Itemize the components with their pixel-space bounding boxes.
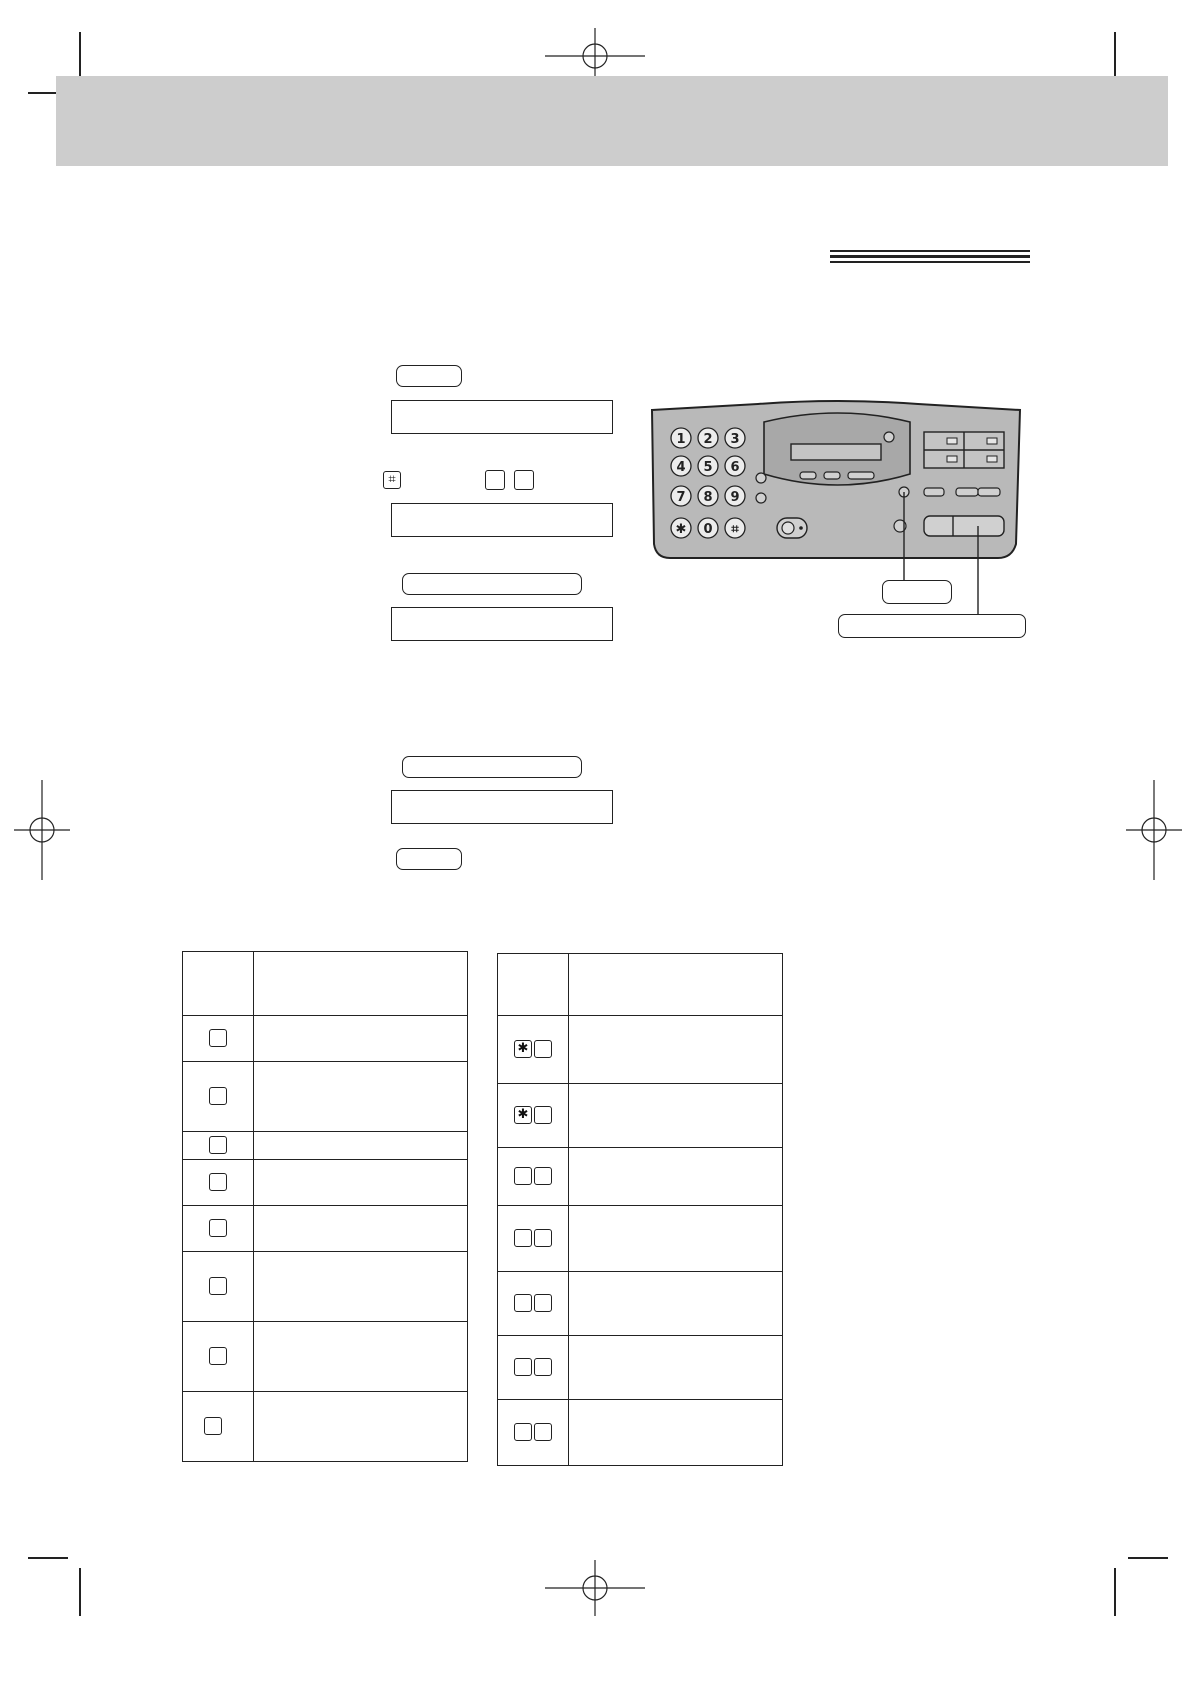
digit-key-icon [204, 1417, 222, 1435]
digit-key-icon [534, 1294, 552, 1312]
keypad-key: 2 [703, 432, 713, 447]
header-description-cell [569, 954, 783, 1016]
digit-key-icon [514, 1167, 532, 1185]
digit-key-icon [534, 1106, 552, 1124]
table-row [183, 1392, 468, 1462]
table-row [498, 1084, 783, 1148]
row-description [254, 1132, 468, 1160]
keypad-key: 3 [730, 432, 740, 447]
table-row [498, 1272, 783, 1336]
row-description [254, 1016, 468, 1062]
digit-key-icon [534, 1040, 552, 1058]
digit-key-icon [209, 1029, 227, 1047]
row-description [254, 1062, 468, 1132]
table-row [183, 1062, 468, 1132]
header-key-cell [498, 954, 569, 1016]
digit-key-icon [514, 1294, 532, 1312]
row-description [569, 1148, 783, 1206]
table-row [498, 1400, 783, 1466]
table-row [498, 1336, 783, 1400]
lcd-display-step-4 [391, 790, 613, 824]
row-description [254, 1160, 468, 1206]
keypad-key: ✱ [675, 522, 687, 537]
row-description [569, 1336, 783, 1400]
registration-mark-left [14, 780, 70, 880]
keypad-key: ⌗ [731, 522, 739, 537]
keypad-key: 7 [676, 490, 686, 505]
lcd-display-step-2 [391, 503, 613, 537]
digit-key-icon [514, 1423, 532, 1441]
table-row [498, 1016, 783, 1084]
keypad-key: 1 [676, 432, 686, 447]
digit-key-icon [514, 470, 534, 490]
header-description-cell [254, 952, 468, 1016]
star-key-icon: ✱ [514, 1106, 532, 1124]
row-description [569, 1272, 783, 1336]
callout-wide-button-label [838, 614, 1026, 638]
feature-code-table-right [497, 953, 783, 1466]
table-row [498, 1148, 783, 1206]
keypad-key: 5 [703, 460, 713, 475]
digit-key-icon [534, 1423, 552, 1441]
table-row [183, 1206, 468, 1252]
button-graphic-step-1 [396, 365, 462, 387]
table-row [183, 1252, 468, 1322]
fax-control-panel-illustration [648, 400, 1024, 640]
lcd-display-step-3 [391, 607, 613, 641]
header-band [56, 76, 1168, 166]
lcd-display-step-1 [391, 400, 613, 434]
table-row [498, 1206, 783, 1272]
keypad-key: 9 [730, 490, 740, 505]
keypad-key: 0 [703, 522, 713, 537]
row-description [254, 1252, 468, 1322]
button-graphic-step-3 [402, 573, 582, 595]
registration-mark-bottom [545, 1560, 645, 1616]
digit-key-icon [534, 1167, 552, 1185]
table-header-row [498, 954, 783, 1016]
table-row [183, 1322, 468, 1392]
digit-key-icon [534, 1358, 552, 1376]
row-description [254, 1392, 468, 1462]
digit-key-icon [534, 1229, 552, 1247]
feature-code-table-left [182, 951, 468, 1462]
button-graphic-step-5 [396, 848, 462, 870]
star-key-icon: ✱ [514, 1040, 532, 1058]
table-row [183, 1132, 468, 1160]
row-description [254, 1322, 468, 1392]
row-description [569, 1016, 783, 1084]
table-row [183, 1160, 468, 1206]
keypad-key: 4 [676, 460, 686, 475]
digit-key-icon [209, 1277, 227, 1295]
digit-key-icon [485, 470, 505, 490]
keypad-key: 6 [730, 460, 740, 475]
row-description [569, 1084, 783, 1148]
callout-button-label [882, 580, 952, 604]
digit-key-icon [514, 1358, 532, 1376]
row-description [254, 1206, 468, 1252]
digit-key-icon [209, 1173, 227, 1191]
row-description [569, 1400, 783, 1466]
digit-key-icon [514, 1229, 532, 1247]
hash-key-icon: ⌗ [383, 471, 401, 489]
row-description [569, 1206, 783, 1272]
digit-key-icon [209, 1087, 227, 1105]
table-header-row [183, 952, 468, 1016]
header-key-cell [183, 952, 254, 1016]
registration-mark-right [1126, 780, 1182, 880]
table-row [183, 1016, 468, 1062]
digit-key-icon [209, 1136, 227, 1154]
keypad-key: 8 [703, 490, 713, 505]
digit-key-icon [209, 1347, 227, 1365]
button-graphic-step-4 [402, 756, 582, 778]
digit-key-icon [209, 1219, 227, 1237]
